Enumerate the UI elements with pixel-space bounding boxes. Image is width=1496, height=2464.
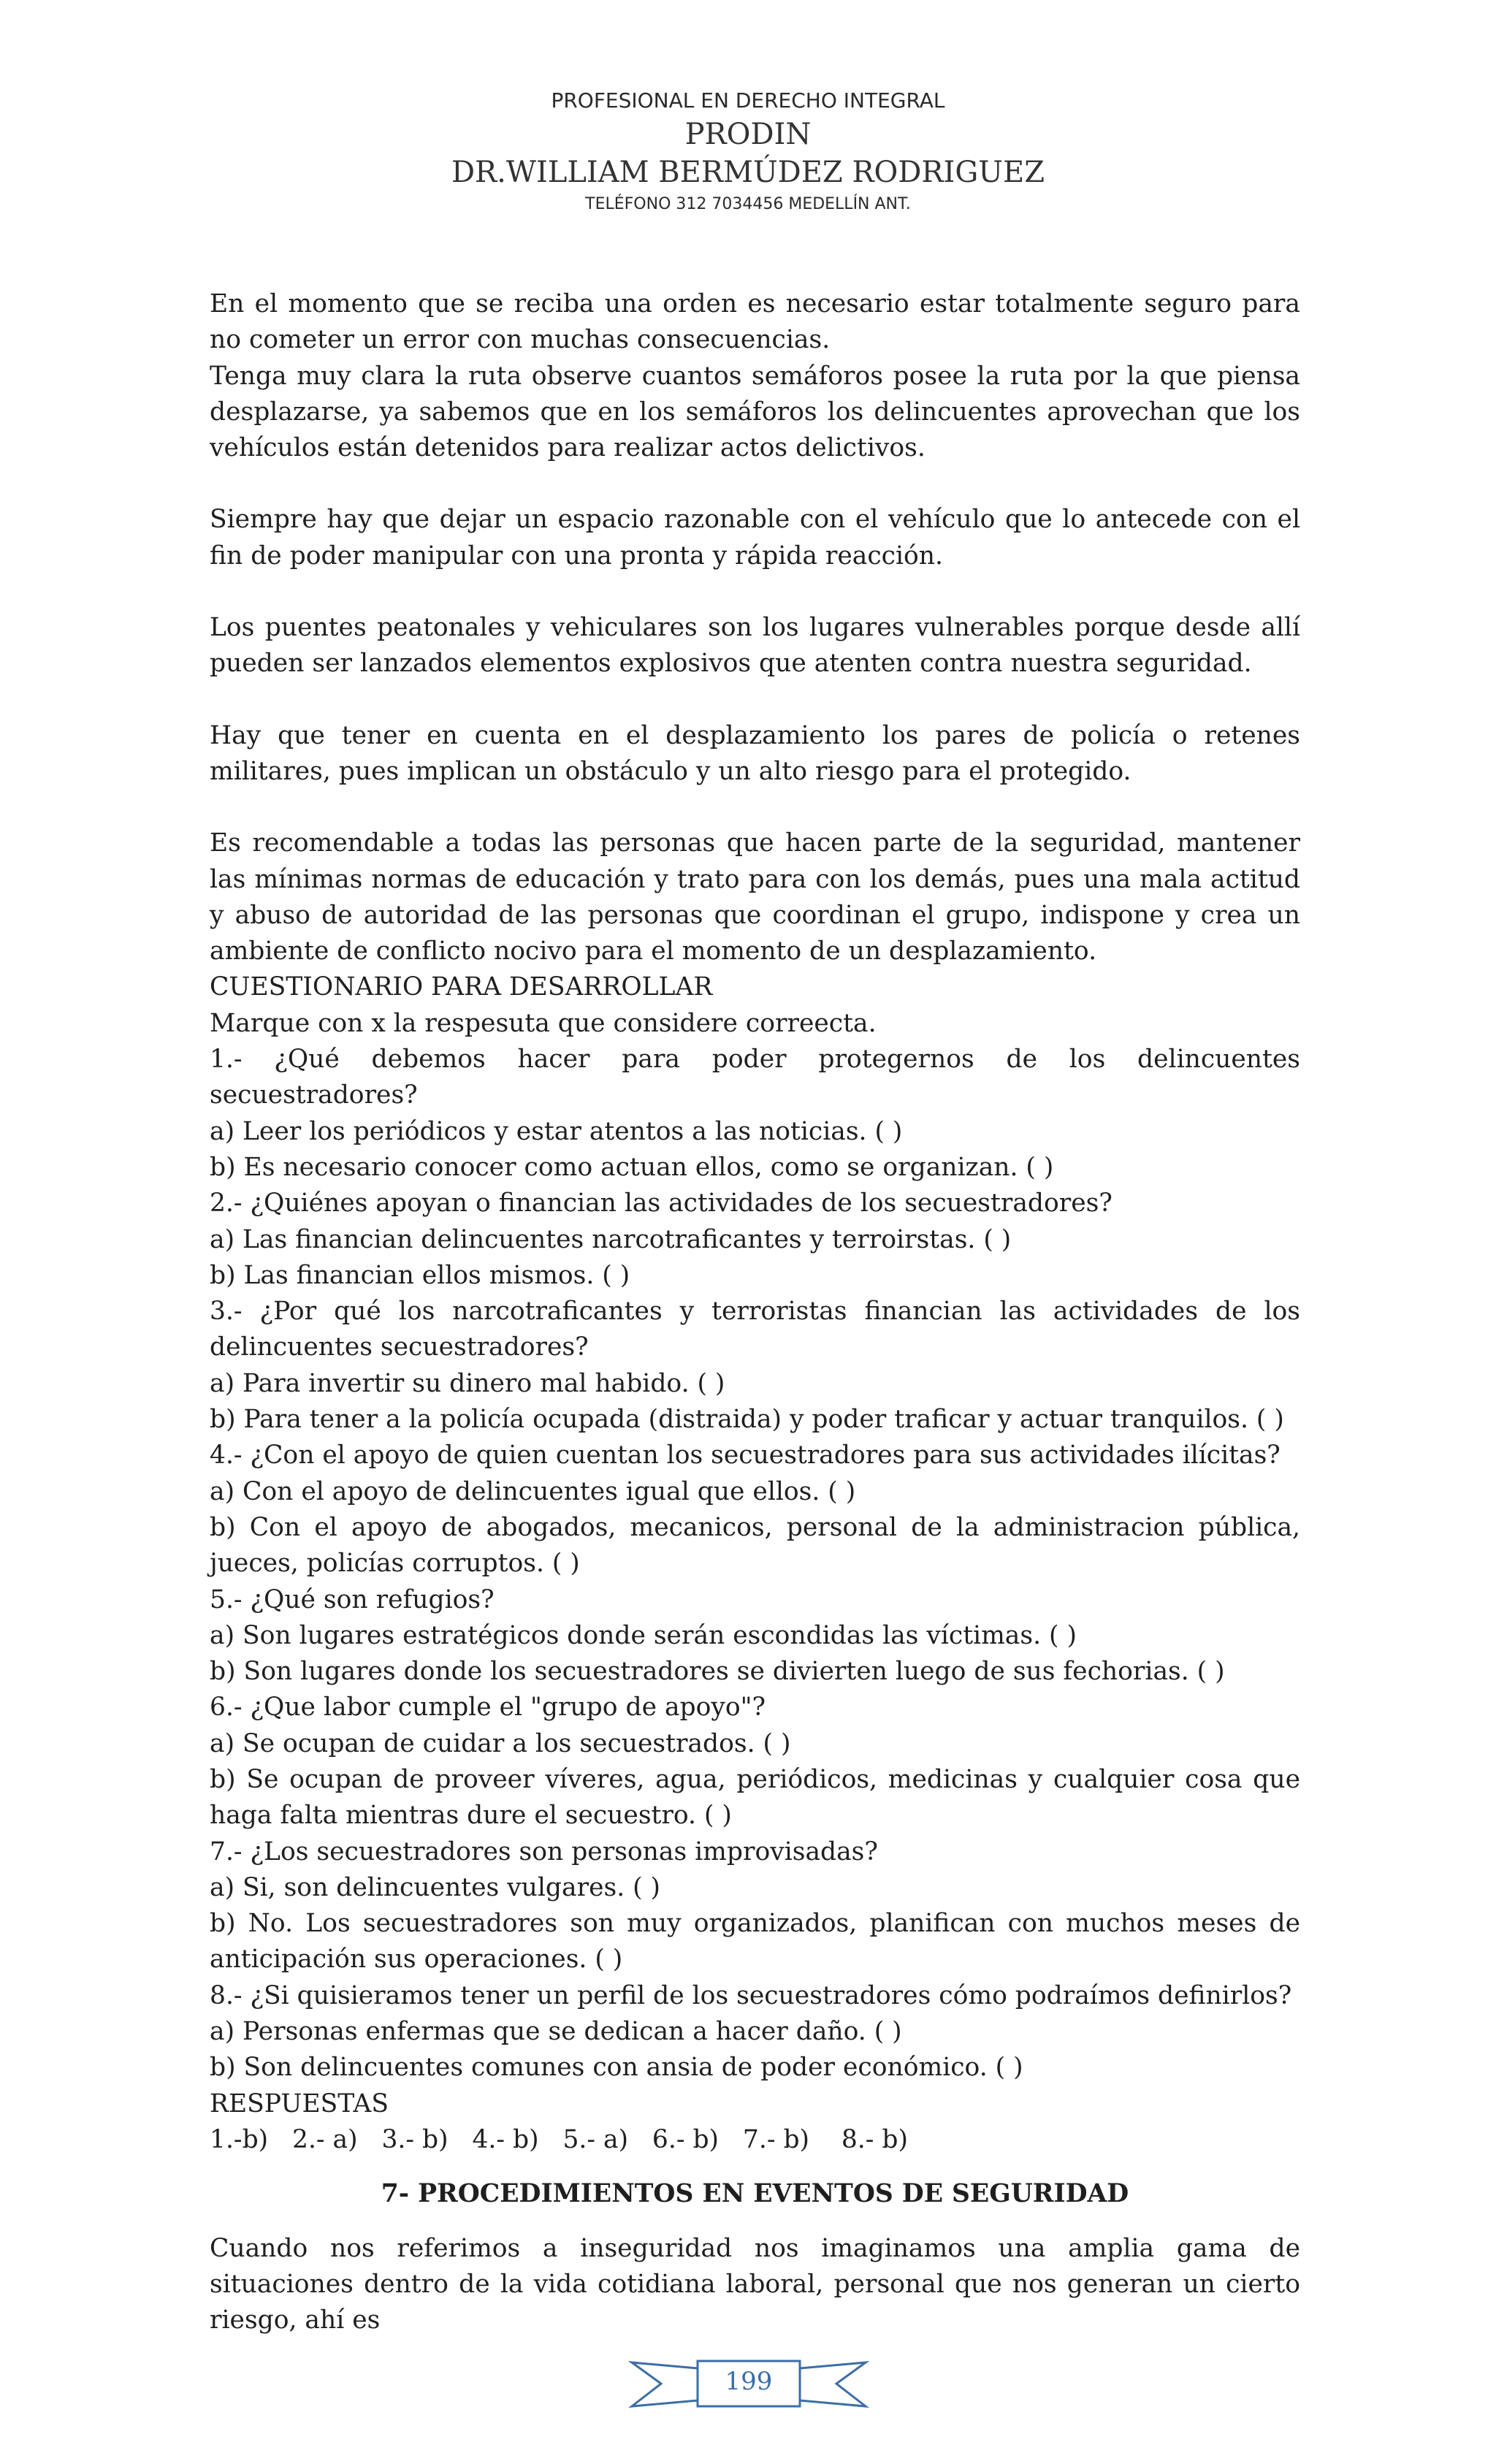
quiz-option: a) Con el apoyo de delincuentes igual que ellos. ( ) bbox=[210, 1476, 856, 1506]
quiz-question: 4.- ¿Con el apoyo de quien cuentan los secuestradores para sus actividades ilícitas? bbox=[210, 1441, 1281, 1471]
page-number: 199 bbox=[725, 2367, 773, 2396]
quiz-option: b) No. Los secuestradores son muy organizados, planifican con muchos meses de anticipación sus operaciones. ( ) bbox=[210, 1909, 1300, 1975]
paragraph-1: En el momento que se reciba una orden es necesario estar totalmente seguro para no cometer un error con muchas consecuencias. bbox=[210, 289, 1300, 355]
quiz-option: a) Personas enfermas que se dedican a hacer daño. ( ) bbox=[210, 2017, 902, 2047]
header-line-2: PRODIN bbox=[684, 118, 812, 151]
header-line-3: DR.WILLIAM BERMÚDEZ RODRIGUEZ bbox=[451, 156, 1045, 189]
quiz-question: 7.- ¿Los secuestradores son personas improvisadas? bbox=[210, 1836, 878, 1866]
quiz-option: a) Si, son delincuentes vulgares. ( ) bbox=[210, 1872, 661, 1902]
quiz-question: 3.- ¿Por qué los narcotraficantes y terroristas financian las actividades de los delincuentes secuestradores? bbox=[210, 1297, 1300, 1362]
paragraph-5: Hay que tener en cuenta en el desplazamiento los pares de policía o retenes militares, pues implican un obstáculo y un alto riesgo para el protegido. bbox=[210, 720, 1300, 786]
quiz-question: 5.- ¿Qué son refugios? bbox=[210, 1584, 495, 1614]
header-line-4: TELÉFONO 312 7034456 MEDELLÍN ANT. bbox=[585, 195, 911, 213]
quiz-option: b) Con el apoyo de abogados, mecanicos, personal de la administracion pública, jueces, policías corruptos. ( ) bbox=[210, 1512, 1300, 1579]
quiz-option: a) Las financian delincuentes narcotraficantes y terroirstas. ( ) bbox=[210, 1224, 1012, 1254]
quiz-option: b) Para tener a la policía ocupada (distraida) y poder traficar y actuar tranquilos. ( ) bbox=[210, 1405, 1284, 1435]
page-body bbox=[210, 286, 1300, 2338]
quiz-question: 1.- ¿Qué debemos hacer para poder protegernos de los delincuentes secuestradores? bbox=[210, 1045, 1300, 1110]
quiz-question: 6.- ¿Que labor cumple el "grupo de apoyo"? bbox=[210, 1693, 766, 1723]
page-header bbox=[0, 86, 1496, 218]
section-title: 7- PROCEDIMIENTOS EN EVENTOS DE SEGURIDAD bbox=[381, 2179, 1129, 2209]
header-line-1: PROFESIONAL EN DERECHO INTEGRAL bbox=[551, 88, 945, 112]
paragraph-4: Los puentes peatonales y vehiculares son los lugares vulnerables porque desde allí pueden ser lanzados elementos explosivos que atenten contra nuestra seguridad. bbox=[210, 613, 1300, 679]
quiz-option: b) Las financian ellos mismos. ( ) bbox=[210, 1260, 630, 1290]
paragraph-3: Siempre hay que dejar un espacio razonable con el vehículo que lo antecede con el fin de poder manipular con una pronta y rápida reacción. bbox=[210, 505, 1300, 571]
section-paragraph-1: Cuando nos referimos a inseguridad nos imaginamos una amplia gama de situaciones dentro de la vida cotidiana laboral, personal que nos generan un cierto riesgo, ahí es bbox=[210, 2233, 1300, 2335]
quiz-option: a) Leer los periódicos y estar atentos a las noticias. ( ) bbox=[210, 1116, 903, 1146]
quiz-option: b) Se ocupan de proveer víveres, agua, periódicos, medicinas y cualquier cosa que haga falta mientras dure el secuestro. ( ) bbox=[210, 1764, 1300, 1831]
paragraph-2: Tenga muy clara la ruta observe cuantos semáforos posee la ruta por la que piensa desplazarse, ya sabemos que en los semáforos los delincuentes aprovechan que los vehículos están detenidos para realizar actos delictivos. bbox=[210, 361, 1300, 463]
quiz-option: b) Son delincuentes comunes con ansia de poder económico. ( ) bbox=[210, 2053, 1023, 2083]
quiz-option: a) Se ocupan de cuidar a los secuestrados. ( ) bbox=[210, 1728, 791, 1758]
paragraph-6: Es recomendable a todas las personas que hacen parte de la seguridad, mantener las mínimas normas de educación y trato para con los demás, pues una mala actitud y abuso de autoridad de las personas que coordinan el grupo, indispone y crea un ambiente de conflicto nocivo para el momento de un desplazamiento. bbox=[210, 828, 1300, 966]
answers-title: RESPUESTAS bbox=[210, 2089, 389, 2118]
quiz-option: a) Son lugares estratégicos donde serán escondidas las víctimas. ( ) bbox=[210, 1620, 1077, 1650]
quiz-question: 2.- ¿Quiénes apoyan o financian las actividades de los secuestradores? bbox=[210, 1189, 1113, 1218]
quiz-question: 8.- ¿Si quisieramos tener un perfil de los secuestradores cómo podraímos definirlos? bbox=[210, 1980, 1292, 2010]
quiz-title: CUESTIONARIO PARA DESARROLLAR bbox=[210, 972, 713, 1002]
quiz-option: b) Es necesario conocer como actuan ellos, como se organizan. ( ) bbox=[210, 1152, 1054, 1182]
quiz-instruction: Marque con x la respesuta que considere correecta. bbox=[210, 1008, 877, 1038]
quiz-option: a) Para invertir su dinero mal habido. ( ) bbox=[210, 1368, 725, 1398]
quiz-list bbox=[210, 1042, 1300, 2086]
quiz-option: b) Son lugares donde los secuestradores se divierten luego de sus fechorias. ( ) bbox=[210, 1657, 1225, 1687]
answers-line: 1.-b) 2.- a) 3.- b) 4.- b) 5.- a) 6.- b) 7.- b) 8.- b) bbox=[210, 2124, 908, 2154]
